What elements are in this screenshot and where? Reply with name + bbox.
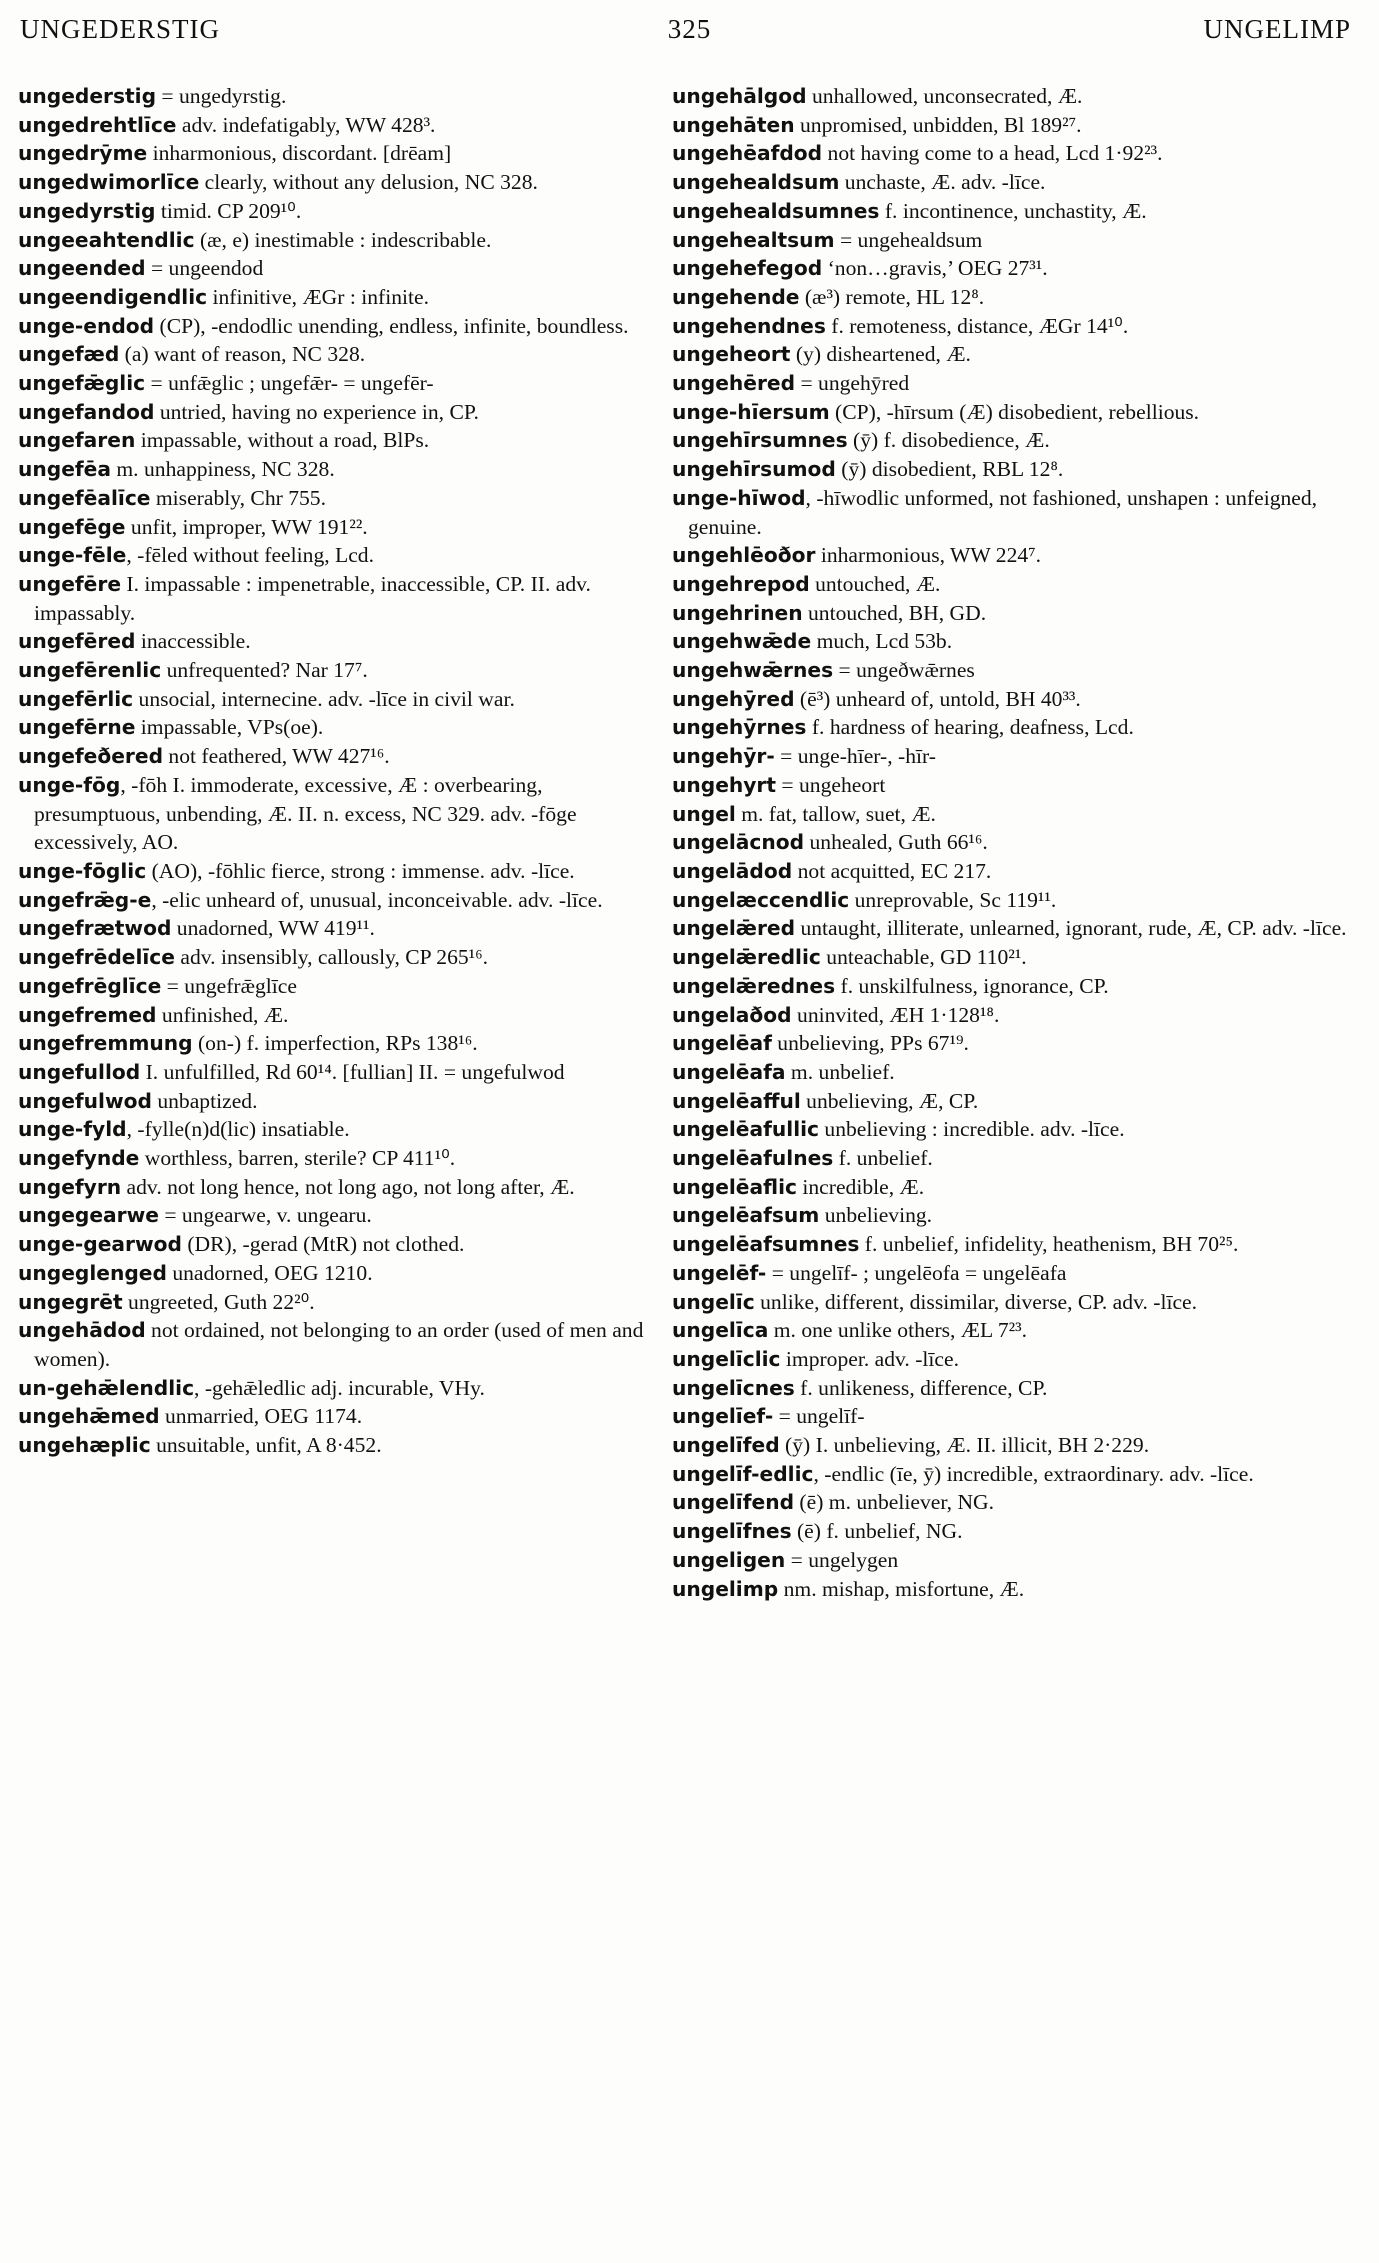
definition: unbelieving. [819, 1203, 933, 1228]
dictionary-entry [672, 1431, 1360, 1460]
dictionary-entry [672, 1115, 1360, 1144]
headword: ungehefegod [672, 256, 823, 281]
dictionary-entry [18, 886, 658, 915]
definition: (æ³) remote, HL 12⁸. [799, 284, 985, 309]
headword: ungelādod [672, 858, 793, 883]
definition: infinitive, ÆGr : infinite. [207, 284, 429, 309]
definition: m. unhappiness, NC 328. [110, 457, 335, 482]
definition: I. unfulfilled, Rd 60¹⁴. [fullian] II. = ungefulwod [140, 1059, 565, 1084]
dictionary-entry [672, 541, 1360, 570]
dictionary-entry [672, 742, 1360, 771]
dictionary-entry [672, 1546, 1360, 1575]
definition: (on-) f. imperfection, RPs 138¹⁶. [192, 1031, 478, 1056]
dictionary-entry [672, 771, 1360, 800]
running-header [20, 14, 1359, 54]
dictionary-entry [672, 455, 1360, 484]
definition: (a) want of reason, NC 328. [119, 342, 366, 367]
headword: ungefēge [18, 514, 126, 539]
dictionary-entry [672, 283, 1360, 312]
definition: not having come to a head, Lcd 1·92²³. [822, 141, 1163, 166]
definition: = ungeðwǣrnes [833, 658, 975, 683]
definition: (ȳ) disobedient, RBL 12⁸. [835, 457, 1064, 482]
headword: unge-fyld [18, 1117, 127, 1142]
dictionary-entry [672, 914, 1360, 943]
definition: I. impassable : impenetrable, inaccessible, CP. II. adv. impassably. [34, 571, 591, 625]
headword: ungehende [672, 284, 800, 309]
headword: ungedrehtlīce [18, 112, 177, 137]
headword: ungedwimorlīce [18, 170, 200, 195]
definition: improper. adv. -līce. [780, 1346, 959, 1371]
definition: inharmonious, WW 224⁷. [815, 543, 1042, 568]
page-number: 325 [667, 14, 712, 44]
headword: ungelīfed [672, 1433, 780, 1458]
definition: = ungelīf- ; ungelēofa = ungelēafa [766, 1260, 1067, 1285]
definition: (ē) m. unbeliever, NG. [794, 1490, 995, 1515]
headword: unge-gearwod [18, 1232, 182, 1257]
definition: (AO), -fōhlic fierce, strong : immense. adv. -līce. [146, 858, 575, 883]
headword: ungelǣrednes [672, 973, 836, 998]
dictionary-entry [672, 656, 1360, 685]
definition: f. incontinence, unchastity, Æ. [879, 198, 1147, 223]
dictionary-entry [672, 1058, 1360, 1087]
definition: worthless, barren, sterile? CP 411¹⁰. [139, 1146, 456, 1171]
headword: ungelīfnes [672, 1519, 792, 1544]
dictionary-entry [18, 1259, 658, 1288]
definition: unhallowed, unconsecrated, Æ. [806, 84, 1083, 108]
headword: ungehendnes [672, 313, 826, 338]
definition: , -gehǣledlic adj. incurable, VHy. [194, 1375, 485, 1400]
dictionary-entry [672, 254, 1360, 283]
headword: ungefērenlic [18, 658, 162, 683]
headword: ungefēred [18, 629, 136, 654]
dictionary-entry [672, 82, 1360, 111]
definition: unadorned, WW 419¹¹. [171, 916, 375, 941]
headword: ungehāten [672, 112, 795, 137]
dictionary-entry [18, 857, 658, 886]
dictionary-entry [672, 1316, 1360, 1345]
headword: ungehæplic [18, 1433, 151, 1458]
definition: incredible, Æ. [796, 1174, 925, 1199]
dictionary-entry [672, 1288, 1360, 1317]
dictionary-entry [18, 1001, 658, 1030]
dictionary-entry [18, 197, 658, 226]
definition: miserably, Chr 755. [150, 485, 327, 510]
headword: unge-endod [18, 313, 155, 338]
dictionary-entry [672, 1230, 1360, 1259]
definition: unfrequented? Nar 17⁷. [161, 658, 368, 683]
headword: ungefremed [18, 1002, 157, 1027]
definition: unhealed, Guth 66¹⁶. [804, 830, 988, 855]
definition: not feathered, WW 427¹⁶. [163, 744, 390, 769]
headword: un-gehǣlendlic [18, 1375, 195, 1400]
definition: (ē) f. unbelief, NG. [791, 1519, 963, 1544]
headword: ungelīfend [672, 1490, 795, 1515]
definition: unbelieving : incredible. adv. -līce. [819, 1117, 1125, 1142]
right-column [672, 82, 1360, 1603]
dictionary-entry [18, 312, 658, 341]
dictionary-entry [672, 1001, 1360, 1030]
headword: unge-fōg [18, 772, 121, 797]
header-right-guideword: UNGELIMP [1203, 14, 1351, 44]
definition: unbaptized. [151, 1088, 258, 1113]
definition: unreprovable, Sc 119¹¹. [849, 887, 1057, 912]
headword: ungefērne [18, 715, 136, 740]
headword: ungehwǣde [672, 629, 812, 654]
headword: ungefēa [18, 457, 111, 482]
left-column [18, 82, 658, 1460]
headword: unge-fōglic [18, 858, 147, 883]
definition: clearly, without any delusion, NC 328. [199, 170, 538, 195]
definition: , -fōh I. immoderate, excessive, Æ : overbearing, presumptuous, unbending, Æ. II. n. excess, NC 329. adv. -fōge excessively, AO. [34, 772, 577, 855]
headword: ungefaren [18, 428, 136, 453]
headword: ungelēaflic [672, 1174, 797, 1199]
headword: ungefǣglic [18, 371, 146, 396]
headword: unge-hīersum [672, 399, 830, 424]
dictionary-entry [672, 570, 1360, 599]
dictionary-entry [672, 139, 1360, 168]
dictionary-entry [672, 1029, 1360, 1058]
dictionary-entry [18, 742, 658, 771]
dictionary-entry [672, 226, 1360, 255]
dictionary-entry [672, 484, 1360, 541]
dictionary-entry [672, 943, 1360, 972]
dictionary-entry [18, 1230, 658, 1259]
dictionary-entry [18, 254, 658, 283]
definition: ungreeted, Guth 22²⁰. [122, 1289, 315, 1314]
headword: ungelīc [672, 1289, 755, 1314]
definition: (CP), -endodlic unending, endless, infinite, boundless. [154, 313, 629, 338]
headword: ungefynde [18, 1146, 140, 1171]
definition: f. unlikeness, difference, CP. [794, 1375, 1048, 1400]
definition: unmarried, OEG 1174. [159, 1404, 363, 1429]
dictionary-entry [18, 656, 658, 685]
headword: ungeended [18, 256, 146, 281]
definition: adv. insensibly, callously, CP 265¹⁶. [174, 945, 489, 970]
headword: ungedyrstig [18, 198, 156, 223]
dictionary-entry [672, 713, 1360, 742]
headword: ungelēafsumnes [672, 1232, 860, 1257]
definition: = ungedyrstig. [156, 84, 287, 108]
definition: inaccessible. [135, 629, 251, 654]
definition: m. unbelief. [785, 1059, 895, 1084]
headword: ungehȳrnes [672, 715, 807, 740]
definition: = ungefrǣglīce [161, 973, 297, 998]
headword: ungefērlic [18, 686, 134, 711]
headword: ungel [672, 801, 736, 826]
headword: ungeendigendlic [18, 284, 208, 309]
headword: ungehǣmed [18, 1404, 160, 1429]
headword: ungelēf- [672, 1260, 767, 1285]
headword: ungefyrn [18, 1174, 122, 1199]
definition: (CP), -hīrsum (Æ) disobedient, rebellious. [829, 399, 1200, 424]
dictionary-entry [672, 1201, 1360, 1230]
headword: ungefæd [18, 342, 120, 367]
definition: , -hīwodlic unformed, not fashioned, unshapen : unfeigned, genuine. [688, 485, 1318, 539]
headword: ungedrȳme [18, 141, 148, 166]
definition: unfinished, Æ. [156, 1002, 289, 1027]
dictionary-entry [672, 599, 1360, 628]
dictionary-entry [18, 513, 658, 542]
definition: f. unbelief, infidelity, heathenism, BH 70²⁵. [859, 1232, 1239, 1257]
dictionary-entry [18, 1029, 658, 1058]
definition: untaught, illiterate, unlearned, ignorant, rude, Æ, CP. adv. -līce. [795, 916, 1347, 941]
dictionary-entry [18, 1288, 658, 1317]
headword: ungehȳred [672, 686, 795, 711]
headword: ungehādod [18, 1318, 146, 1343]
dictionary-entry [672, 972, 1360, 1001]
dictionary-entry [672, 426, 1360, 455]
definition: (ȳ) I. unbelieving, Æ. II. illicit, BH 2·229. [779, 1433, 1150, 1458]
headword: ungefullod [18, 1059, 141, 1084]
dictionary-entry [18, 570, 658, 627]
headword: ungehwǣrnes [672, 658, 834, 683]
definition: m. one unlike others, ÆL 7²³. [768, 1318, 1027, 1343]
definition: (æ, e) inestimable : indescribable. [194, 227, 492, 252]
definition: inharmonious, discordant. [drēam] [147, 141, 452, 166]
dictionary-entry [18, 972, 658, 1001]
definition: unadorned, OEG 1210. [166, 1260, 373, 1285]
headword: ungefrēglīce [18, 973, 162, 998]
dictionary-entry [672, 1259, 1360, 1288]
definition: = ungelīf- [773, 1404, 865, 1429]
dictionary-entry [18, 455, 658, 484]
dictionary-entry [672, 1087, 1360, 1116]
dictionary-entry [18, 1402, 658, 1431]
definition: unbelieving, Æ, CP. [800, 1088, 979, 1113]
definition: unfit, improper, WW 191²². [125, 514, 368, 539]
dictionary-entry [18, 1431, 658, 1460]
headword: ungelēafulnes [672, 1146, 834, 1171]
headword: ungehealtsum [672, 227, 835, 252]
headword: ungefrēdelīce [18, 945, 175, 970]
header-left-guideword: UNGEDERSTIG [20, 14, 220, 44]
dictionary-entry [18, 627, 658, 656]
headword: ungelīf-edlic [672, 1461, 814, 1486]
dictionary-entry [18, 340, 658, 369]
definition: impassable, without a road, BlPs. [135, 428, 430, 453]
definition: not ordained, not belonging to an order (used of men and women). [34, 1318, 644, 1371]
definition: , -elic unheard of, unusual, inconceivable. adv. -līce. [151, 887, 603, 912]
definition: uninvited, ÆH 1·128¹⁸. [791, 1002, 1000, 1027]
dictionary-entry [672, 369, 1360, 398]
headword: ungehyrt [672, 772, 777, 797]
dictionary-entry [672, 886, 1360, 915]
headword: ungefremmung [18, 1031, 193, 1056]
headword: ungelæccendlic [672, 887, 850, 912]
headword: ungehlēoðor [672, 543, 816, 568]
headword: ungelīca [672, 1318, 769, 1343]
headword: ungelēafsum [672, 1203, 820, 1228]
headword: ungelācnod [672, 830, 805, 855]
definition: = ungeendod [145, 256, 264, 281]
dictionary-entry [18, 1144, 658, 1173]
headword: ungeeahtendlic [18, 227, 195, 252]
headword: ungehīrsumnes [672, 428, 848, 453]
headword: ungefēre [18, 571, 122, 596]
definition: unsuitable, unfit, A 8·452. [150, 1433, 382, 1458]
definition: = ungeheort [776, 772, 886, 797]
dictionary-entry [18, 685, 658, 714]
headword: ungegearwe [18, 1203, 159, 1228]
dictionary-entry [18, 398, 658, 427]
headword: ungehealdsum [672, 170, 840, 195]
headword: ungeligen [672, 1547, 786, 1572]
definition: m. fat, tallow, suet, Æ. [735, 801, 936, 826]
dictionary-entry [672, 857, 1360, 886]
definition: (DR), -gerad (MtR) not clothed. [181, 1232, 465, 1257]
dictionary-entry [18, 226, 658, 255]
headword: ungehēred [672, 371, 796, 396]
headword: ungehēafdod [672, 141, 823, 166]
dictionary-entry [672, 312, 1360, 341]
definition: much, Lcd 53b. [811, 629, 953, 654]
headword: ungefrǣg-e [18, 887, 152, 912]
headword: ungelēafullic [672, 1117, 820, 1142]
headword: ungeheort [672, 342, 791, 367]
definition: unlike, different, dissimilar, diverse, CP. adv. -līce. [754, 1289, 1198, 1314]
dictionary-entry [672, 398, 1360, 427]
headword: unge-fēle [18, 543, 127, 568]
definition: , -fylle(n)d(lic) insatiable. [126, 1117, 350, 1142]
headword: unge-hīwod [672, 485, 806, 510]
dictionary-entry [18, 1087, 658, 1116]
definition: nm. mishap, misfortune, Æ. [778, 1576, 1025, 1601]
dictionary-entry [18, 426, 658, 455]
dictionary-entry [18, 1173, 658, 1202]
definition: = ungehealdsum [834, 227, 983, 252]
headword: ungehīrsumod [672, 457, 836, 482]
dictionary-entry [18, 1201, 658, 1230]
definition: , -fēled without feeling, Lcd. [126, 543, 375, 568]
definition: ‘non…gravis,’ OEG 27³¹. [822, 256, 1048, 281]
dictionary-entry [18, 914, 658, 943]
dictionary-entry [672, 1460, 1360, 1489]
definition: f. unskilfulness, ignorance, CP. [835, 973, 1109, 998]
definition: f. remoteness, distance, ÆGr 14¹⁰. [825, 313, 1129, 338]
headword: ungehealdsumnes [672, 198, 880, 223]
headword: ungehrepod [672, 571, 810, 596]
dictionary-entry [18, 283, 658, 312]
dictionary-entry [18, 1115, 658, 1144]
definition: (ȳ) f. disobedience, Æ. [847, 428, 1050, 453]
headword: ungehrinen [672, 600, 803, 625]
dictionary-entry [672, 111, 1360, 140]
headword: ungegrēt [18, 1289, 123, 1314]
dictionary-entry [672, 1374, 1360, 1403]
dictionary-entry [18, 484, 658, 513]
definition: adv. not long hence, not long ago, not long after, Æ. [121, 1174, 575, 1199]
dictionary-entry [672, 1575, 1360, 1604]
definition: = unge-hīer-, -hīr- [774, 744, 936, 769]
dictionary-entry [18, 1374, 658, 1403]
definition: unchaste, Æ. adv. -līce. [839, 170, 1046, 195]
definition: f. hardness of hearing, deafness, Lcd. [806, 715, 1134, 740]
headword: ungelēaf [672, 1031, 772, 1056]
headword: ungelaðod [672, 1002, 792, 1027]
definition: unteachable, GD 110²¹. [820, 945, 1027, 970]
definition: unsocial, internecine. adv. -līce in civil war. [133, 686, 515, 711]
headword: ungelēafful [672, 1088, 801, 1113]
dictionary-entry [672, 627, 1360, 656]
dictionary-entry [672, 828, 1360, 857]
headword: ungefeðered [18, 744, 164, 769]
definition: = ungearwe, v. ungearu. [158, 1203, 372, 1228]
dictionary-entry [672, 197, 1360, 226]
definition: untouched, BH, GD. [802, 600, 987, 625]
dictionary-entry [672, 1488, 1360, 1517]
headword: ungelēafa [672, 1059, 786, 1084]
definition: adv. indefatigably, WW 428³. [176, 112, 436, 137]
definition: = ungehȳred [795, 371, 910, 396]
definition: timid. CP 209¹⁰. [155, 198, 302, 223]
definition: = unfǣglic ; ungefǣr- = ungefēr- [145, 371, 434, 396]
definition: untouched, Æ. [809, 571, 941, 596]
headword: ungelīcnes [672, 1375, 795, 1400]
definition: unbelieving, PPs 67¹⁹. [771, 1031, 969, 1056]
headword: ungefrætwod [18, 916, 172, 941]
dictionary-entry [672, 1144, 1360, 1173]
headword: ungehȳr- [672, 744, 775, 769]
dictionary-entry [672, 1345, 1360, 1374]
headword: ungeglenged [18, 1260, 167, 1285]
dictionary-entry [18, 771, 658, 857]
headword: ungelǣredlic [672, 945, 821, 970]
dictionary-entry [18, 111, 658, 140]
dictionary-entry [18, 369, 658, 398]
definition: unpromised, unbidden, Bl 189²⁷. [794, 112, 1082, 137]
definition: impassable, VPs(oe). [135, 715, 324, 740]
dictionary-entry [672, 1517, 1360, 1546]
dictionary-entry [672, 1173, 1360, 1202]
dictionary-entry [18, 1316, 658, 1373]
dictionary-entry [18, 943, 658, 972]
headword: ungefandod [18, 399, 155, 424]
headword: ungelimp [672, 1576, 779, 1601]
dictionary-entry [18, 82, 658, 111]
headword: ungelīclic [672, 1346, 781, 1371]
dictionary-entry [672, 340, 1360, 369]
headword: ungelīef- [672, 1404, 774, 1429]
dictionary-entry [18, 1058, 658, 1087]
dictionary-entry [18, 713, 658, 742]
dictionary-entry [18, 168, 658, 197]
headword: ungefēalīce [18, 485, 151, 510]
definition: f. unbelief. [833, 1146, 933, 1171]
dictionary-entry [18, 541, 658, 570]
headword: ungefulwod [18, 1088, 152, 1113]
headword: ungelǣred [672, 916, 796, 941]
dictionary-entry [672, 685, 1360, 714]
definition: (ē³) unheard of, untold, BH 40³³. [794, 686, 1081, 711]
definition: not acquitted, EC 217. [792, 858, 992, 883]
dictionary-entry [672, 1402, 1360, 1431]
definition: , -endlic (īe, ȳ) incredible, extraordinary. adv. -līce. [813, 1461, 1254, 1486]
definition: untried, having no experience in, CP. [154, 399, 479, 424]
definition: = ungelygen [785, 1547, 899, 1572]
dictionary-entry [672, 800, 1360, 829]
dictionary-entry [18, 139, 658, 168]
headword: ungehālgod [672, 84, 807, 108]
dictionary-entry [672, 168, 1360, 197]
definition: (y) disheartened, Æ. [790, 342, 971, 367]
headword: ungederstig [18, 84, 157, 108]
